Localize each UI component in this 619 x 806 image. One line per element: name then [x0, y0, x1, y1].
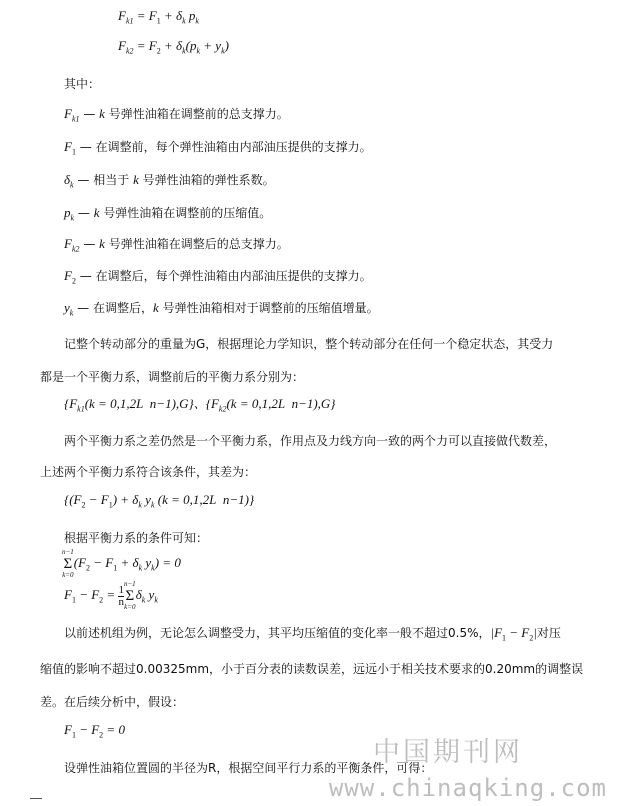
page-corner-mark [30, 798, 42, 799]
paragraph-2-line-2: 上述两个平衡力系符合该条件，其差为： [40, 465, 257, 479]
definition-f1: $F_1$ — 在调整前，每个弹性油箱由内部油压提供的支撑力。 [64, 139, 372, 157]
watermark-cn: 中国期刊网 [373, 737, 523, 768]
paragraph-4-line-3: 差。在后续分析中，假设： [40, 695, 185, 709]
paragraph-3: 根据平衡力系的条件可知： [64, 531, 209, 545]
definition-fk1: $F_{k1}$ — k 号弹性油箱在调整前的总支撑力。 [64, 106, 289, 124]
paragraph-4-line-1-pre: 以前述机组为例，无论怎么调整受力，其平均压缩值的变化率一般不超过0.5%， [64, 626, 491, 640]
formula-force-systems: {$F_{k1}(k = 0,1,2L$ n−1),G}、{$F_{k2}(k = 0,1,2L$ n−1),G} [64, 396, 336, 414]
formula-mean: $F_1 - F_2$ = $\frac{1}{n}$ n−1 Σ k=0 $\delta_k$ $y_k$ [64, 580, 158, 612]
paragraph-4-line-1 [64, 625, 561, 647]
paragraph-2-line-1: 两个平衡力系之差仍然是一个平衡力系，作用点及力线方向一致的两个力可以直接做代数差， [64, 434, 557, 448]
paragraph-1-line-1: 记整个转动部分的重量为G，根据理论力学知识，整个转动部分在任何一个稳定状态，其受力 [64, 337, 554, 351]
definition-f2: $F_2$ — 在调整后，每个弹性油箱由内部油压提供的支撑力。 [64, 268, 372, 286]
formula-fk1: $F_{k1} = F_1 + \delta_k$ $p_k$ [118, 8, 199, 26]
paragraph-5: 设弹性油箱位置圆的半径为R，根据空间平行力系的平衡条件，可得： [64, 761, 433, 775]
definitions-heading: 其中： [64, 77, 101, 91]
definition-yk: $y_k$ — 在调整后，k 号弹性油箱相对于调整前的压缩值增量。 [64, 300, 379, 318]
definition-pk: $p_k$ — k 号弹性油箱在调整前的压缩值。 [64, 205, 272, 223]
abs-difference: $|F_1 - F_2|$ [490, 625, 537, 643]
definition-fk2: $F_{k2}$ — k 号弹性油箱在调整后的总支撑力。 [64, 236, 289, 254]
formula-separator: 、 [193, 397, 206, 411]
paragraph-4-line-2: 缩值的影响不超过0.00325mm，小于百分表的读数误差，远远小于相关技术要求的0.20mm的调整误 [40, 662, 584, 676]
formula-assumption: $F_1 - F_2 = 0$ [64, 722, 125, 740]
formula-sum-zero: n−1 Σ k=0 ($F_2 - F_1 + \delta_k$ $y_k) = 0$ [62, 548, 181, 579]
formula-difference-set: {$(F_2 - F_1) + \delta_k$ $y_k$ (k = 0,1,2L n−1)} [64, 492, 255, 510]
watermark-url: www.chinaqking.com [328, 774, 607, 802]
definition-delta: $\delta_k$ — 相当于 k 号弹性油箱的弹性系数。 [64, 172, 275, 190]
formula-fk2: $F_{k2} = F_2 + \delta_k(p_k + y_k)$ [118, 38, 229, 56]
paragraph-1-line-2: 都是一个平衡力系，调整前后的平衡力系分别为： [40, 370, 305, 384]
paragraph-4-line-1-post: 对压 [536, 626, 561, 640]
